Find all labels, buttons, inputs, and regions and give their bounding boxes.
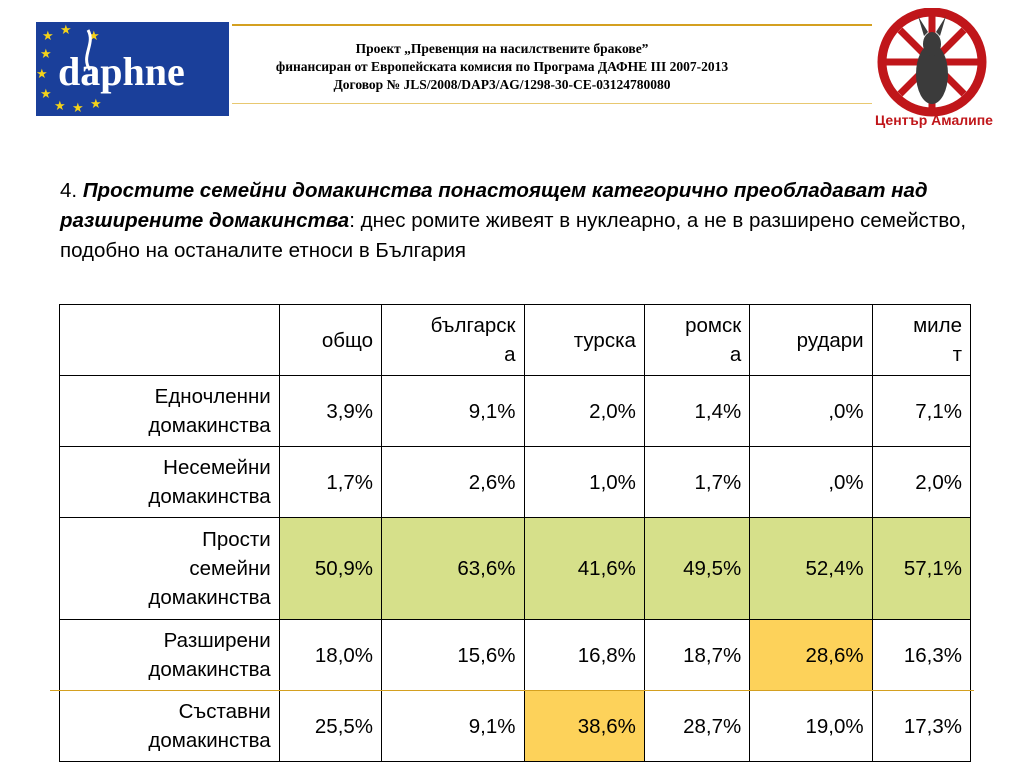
row-label: Прости семейни домакинства xyxy=(60,518,280,620)
table-cell: 18,0% xyxy=(279,620,381,691)
table-cell: 3,9% xyxy=(279,376,381,447)
footer-rule xyxy=(50,690,974,691)
table-cell: 9,1% xyxy=(382,691,524,762)
heading-rest-text: : днес ромите живеят в нуклеарно, а не в разширено семейство, подобно на останалите етноси в България xyxy=(60,209,967,262)
table-row xyxy=(60,620,971,691)
table-cell: 63,6% xyxy=(382,518,524,620)
table-row xyxy=(60,376,971,447)
daphne-logo-text: daphne xyxy=(58,49,185,94)
table-cell: 1,7% xyxy=(279,447,381,518)
project-funding: финансиран от Европейската комисия по Програма ДАФНЕ III 2007-2013 xyxy=(275,59,729,74)
table-header-row xyxy=(60,305,971,376)
header-cell-turkish: турска xyxy=(524,305,644,376)
table-row xyxy=(60,447,971,518)
header-cell-rudari: рудари xyxy=(750,305,872,376)
table-cell: 41,6% xyxy=(524,518,644,620)
table-cell: 9,1% xyxy=(382,376,524,447)
eu-star-icon: ★ xyxy=(88,29,100,44)
eu-star-icon: ★ xyxy=(60,23,72,38)
table-cell: 18,7% xyxy=(644,620,749,691)
eu-star-icon: ★ xyxy=(36,67,48,82)
header-cell-empty xyxy=(60,305,280,376)
row-label: Несемейни домакинства xyxy=(60,447,280,518)
table-cell: 38,6% xyxy=(524,691,644,762)
table-cell: 28,7% xyxy=(644,691,749,762)
table-cell: 50,9% xyxy=(279,518,381,620)
project-info xyxy=(232,40,772,94)
table-cell: 19,0% xyxy=(750,691,872,762)
row-label: Разширени домакинства xyxy=(60,620,280,691)
table-cell: 2,0% xyxy=(524,376,644,447)
eu-star-icon: ★ xyxy=(40,47,52,62)
eu-star-icon: ★ xyxy=(72,101,84,116)
daphne-logo xyxy=(36,22,229,116)
eu-star-icon: ★ xyxy=(42,29,54,44)
heading-bold-text: Простите семейни домакинства понастоящем категорично преобладават над разширените домакинства xyxy=(60,179,928,232)
table-cell: 57,1% xyxy=(872,518,970,620)
table-cell: 1,0% xyxy=(524,447,644,518)
header-cell-milet: миле т xyxy=(872,305,970,376)
header-cell-roma: ромск а xyxy=(644,305,749,376)
table-cell: 2,6% xyxy=(382,447,524,518)
table-cell: 16,3% xyxy=(872,620,970,691)
table-cell: 2,0% xyxy=(872,447,970,518)
eu-star-icon: ★ xyxy=(90,97,102,112)
table-cell: 28,6% xyxy=(750,620,872,691)
project-title: Проект „Превенция на насилствените бракове” xyxy=(355,41,649,56)
header-rule xyxy=(232,24,872,26)
table-cell: ,0% xyxy=(750,447,872,518)
table-cell: 1,4% xyxy=(644,376,749,447)
table-cell: 25,5% xyxy=(279,691,381,762)
table-cell: 1,7% xyxy=(644,447,749,518)
slide-heading xyxy=(60,176,980,266)
table-cell: 17,3% xyxy=(872,691,970,762)
table-row-highlighted xyxy=(60,518,971,620)
header-cell-total: общо xyxy=(279,305,381,376)
table-cell: 7,1% xyxy=(872,376,970,447)
amalipe-caption: Център Амалипе xyxy=(875,112,993,128)
table-cell: 16,8% xyxy=(524,620,644,691)
eu-star-icon: ★ xyxy=(54,99,66,114)
header-cell-bulgarian: българск а xyxy=(382,305,524,376)
table-cell: 15,6% xyxy=(382,620,524,691)
project-contract: Договор № JLS/2008/DAP3/AG/1298-30-CE-03124780080 xyxy=(333,77,671,92)
households-table xyxy=(59,304,971,762)
table-cell: ,0% xyxy=(750,376,872,447)
table-cell: 52,4% xyxy=(750,518,872,620)
row-label: Едночленни домакинства xyxy=(60,376,280,447)
row-label: Съставни домакинства xyxy=(60,691,280,762)
table-cell: 49,5% xyxy=(644,518,749,620)
eu-star-icon: ★ xyxy=(40,87,52,102)
heading-number: 4. xyxy=(60,179,78,202)
header-rule-lower xyxy=(232,103,872,104)
table-row xyxy=(60,691,971,762)
